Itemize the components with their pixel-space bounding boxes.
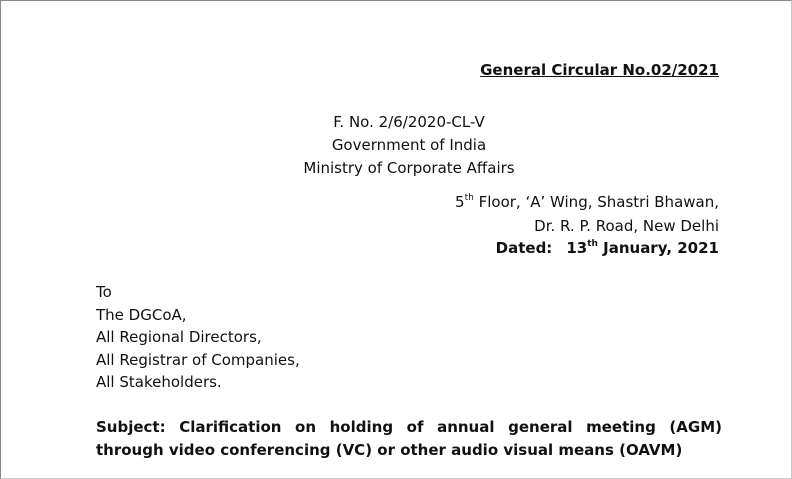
recipient-item: All Regional Directors, <box>96 328 262 346</box>
floor-suffix: th <box>464 193 474 203</box>
circular-title: General Circular No.02/2021 <box>480 61 719 79</box>
recipient-item: All Registrar of Companies, <box>96 350 300 369</box>
recipients-block <box>96 281 300 394</box>
to-label: To <box>96 283 112 301</box>
date-suffix: th <box>587 239 598 249</box>
recipient-item: All Stakeholders. <box>96 373 222 391</box>
issuer-block <box>303 111 514 180</box>
floor-number: 5 <box>455 193 465 211</box>
date-day: 13 <box>566 239 588 257</box>
date-rest: January, 2021 <box>597 239 719 257</box>
recipient-item: The DGCoA, <box>96 305 187 324</box>
dated-label: Dated: <box>495 239 553 257</box>
address-line-2: Dr. R. P. Road, New Delhi <box>534 217 719 235</box>
subject-label: Subject: <box>96 418 166 436</box>
file-number: F. No. 2/6/2020-CL-V <box>333 113 485 131</box>
subject-paragraph <box>96 416 722 462</box>
ministry-name: Ministry of Corporate Affairs <box>303 159 515 177</box>
address-line-1 <box>455 193 719 211</box>
floor-rest: Floor, ‘A’ Wing, Shastri Bhawan, <box>473 193 719 211</box>
subject-text: Clarification on holding of annual general meeting (AGM) through video conferencing (VC) or other audio visual means (OAVM) <box>96 418 722 459</box>
government-name: Government of India <box>331 136 487 154</box>
date-line <box>496 239 719 257</box>
